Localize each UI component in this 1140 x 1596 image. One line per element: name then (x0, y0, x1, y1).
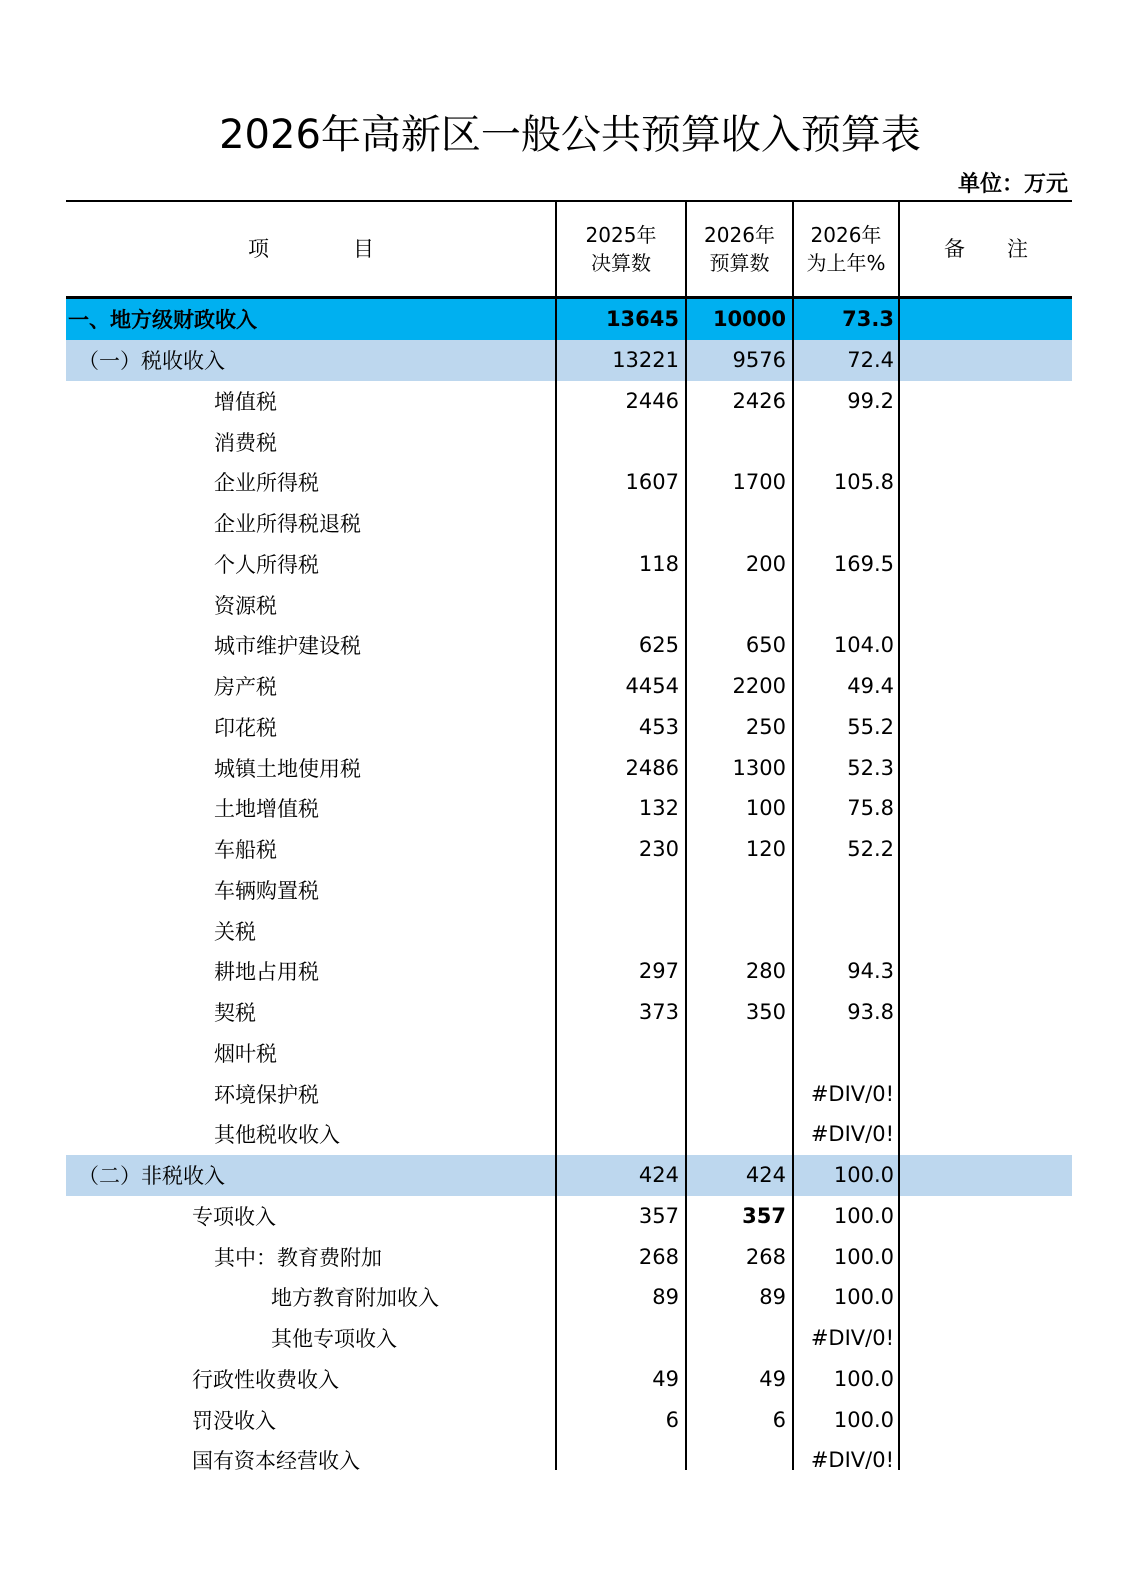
cell-2026-budget: 89 (759, 1285, 786, 1310)
row-label: （二）非税收入 (78, 1164, 225, 1189)
row-label: 国有资本经营收入 (192, 1449, 360, 1474)
cell-2026-budget (687, 1440, 786, 1481)
cell-2025-final (557, 1033, 679, 1074)
table-row (66, 707, 1072, 748)
header-item (66, 202, 556, 296)
cell-pct (794, 1033, 894, 1074)
cell-note (900, 1359, 1072, 1400)
cell-pct (794, 584, 894, 625)
cell-2026-budget (687, 1114, 786, 1155)
table-row (66, 992, 1072, 1033)
cell-2026-budget: 350 (745, 1000, 786, 1025)
cell-2025-final (557, 910, 679, 951)
cell-2026-budget (687, 870, 786, 911)
cell-2026-budget: 9576 (732, 348, 786, 373)
col-divider-4 (898, 202, 900, 1470)
table-row (66, 1318, 1072, 1359)
cell-note (900, 829, 1072, 870)
header-col1-line2: 决算数 (591, 251, 651, 275)
cell-pct: 52.2 (847, 837, 894, 862)
cell-2026-budget: 10000 (712, 307, 786, 332)
col-divider-2 (685, 202, 687, 1470)
cell-pct: 49.4 (847, 674, 894, 699)
cell-2025-final: 132 (638, 796, 679, 821)
table-row (66, 340, 1072, 381)
row-label: 耕地占用税 (214, 960, 319, 985)
row-label: 资源税 (214, 593, 277, 618)
cell-pct (794, 503, 894, 544)
cell-pct: 100.0 (833, 1366, 894, 1391)
row-label: 企业所得税退税 (214, 512, 361, 537)
cell-note (900, 707, 1072, 748)
cell-note (900, 503, 1072, 544)
cell-pct: #DIV/0! (810, 1448, 894, 1473)
cell-note (900, 1236, 1072, 1277)
cell-2026-budget: 280 (745, 959, 786, 984)
header-col-2025-final (557, 202, 685, 296)
row-label: 城市维护建设税 (214, 634, 361, 659)
row-label: 行政性收费收入 (192, 1367, 339, 1392)
row-label: 土地增值税 (214, 797, 319, 822)
cell-2025-final (557, 1114, 679, 1155)
cell-pct: 100.0 (833, 1163, 894, 1188)
cell-2025-final (557, 421, 679, 462)
row-label: 烟叶税 (214, 1041, 277, 1066)
cell-2025-final: 357 (638, 1203, 679, 1228)
table-row (66, 1114, 1072, 1155)
cell-2026-budget (687, 421, 786, 462)
cell-2025-final (557, 1440, 679, 1481)
cell-2025-final: 13221 (612, 348, 679, 373)
table-row (66, 1155, 1072, 1196)
cell-2026-budget: 120 (745, 837, 786, 862)
table-row (66, 503, 1072, 544)
cell-2026-budget: 357 (742, 1203, 786, 1228)
row-label: 契税 (214, 1001, 256, 1026)
row-label: 个人所得税 (214, 552, 319, 577)
row-label: 企业所得税 (214, 471, 319, 496)
cell-note (900, 1277, 1072, 1318)
cell-note (900, 1033, 1072, 1074)
cell-2026-budget: 650 (745, 633, 786, 658)
header-col-2026-budget (687, 202, 792, 296)
header-col3-line1: 2026年 (810, 223, 882, 247)
cell-2025-final: 2486 (625, 755, 679, 780)
cell-pct: 100.0 (833, 1203, 894, 1228)
cell-2025-final: 268 (638, 1244, 679, 1269)
header-note (900, 202, 1072, 296)
cell-2026-budget (687, 1073, 786, 1114)
table-row (66, 747, 1072, 788)
cell-note (900, 951, 1072, 992)
cell-pct (794, 870, 894, 911)
cell-note (900, 1073, 1072, 1114)
cell-note (900, 1196, 1072, 1237)
table-row (66, 1277, 1072, 1318)
row-label: 增值税 (214, 389, 277, 414)
cell-2026-budget (687, 1033, 786, 1074)
cell-2025-final (557, 1318, 679, 1359)
row-label: （一）税收收入 (78, 349, 225, 374)
cell-pct: 52.3 (847, 755, 894, 780)
cell-2026-budget: 250 (745, 714, 786, 739)
table-row (66, 1196, 1072, 1237)
cell-note (900, 1399, 1072, 1440)
row-label: 印花税 (214, 715, 277, 740)
cell-note (900, 340, 1072, 381)
cell-note (900, 381, 1072, 422)
cell-pct: 73.3 (842, 307, 894, 332)
row-label: 一、地方级财政收入 (68, 307, 257, 333)
table-row (66, 951, 1072, 992)
col-divider-3 (792, 202, 794, 1470)
row-label: 其他专项收入 (271, 1327, 397, 1352)
cell-2025-final: 118 (638, 551, 679, 576)
cell-2026-budget: 2200 (732, 674, 786, 699)
cell-note (900, 625, 1072, 666)
cell-pct: 75.8 (847, 796, 894, 821)
row-label: 罚没收入 (192, 1408, 276, 1433)
cell-note (900, 788, 1072, 829)
cell-note (900, 666, 1072, 707)
table-row (66, 625, 1072, 666)
cell-2026-budget (687, 584, 786, 625)
cell-pct (794, 910, 894, 951)
table-row (66, 1073, 1072, 1114)
table-row (66, 381, 1072, 422)
cell-2026-budget: 1300 (732, 755, 786, 780)
table-row (66, 421, 1072, 462)
cell-2026-budget: 2426 (732, 388, 786, 413)
cell-note (900, 584, 1072, 625)
cell-2025-final: 453 (638, 714, 679, 739)
col-divider-1 (555, 202, 557, 1470)
row-label: 地方教育附加收入 (271, 1286, 439, 1311)
cell-2025-final (557, 1073, 679, 1114)
cell-pct: 100.0 (833, 1407, 894, 1432)
cell-2025-final: 89 (652, 1285, 679, 1310)
cell-2026-budget (687, 910, 786, 951)
cell-pct: 55.2 (847, 714, 894, 739)
cell-pct: 104.0 (833, 633, 894, 658)
header-col1-line1: 2025年 (585, 223, 657, 247)
cell-2025-final (557, 503, 679, 544)
row-label: 房产税 (214, 675, 277, 700)
table-row (66, 1440, 1072, 1481)
cell-pct: 72.4 (847, 348, 894, 373)
row-label: 城镇土地使用税 (214, 756, 361, 781)
header-col2-line1: 2026年 (704, 223, 775, 247)
cell-2025-final: 13645 (605, 307, 679, 332)
cell-2026-budget: 268 (745, 1244, 786, 1269)
cell-pct: #DIV/0! (810, 1326, 894, 1351)
table-row (66, 1359, 1072, 1400)
table-row (66, 544, 1072, 585)
cell-note (900, 1155, 1072, 1196)
table-row (66, 666, 1072, 707)
cell-2026-budget: 49 (759, 1366, 786, 1391)
cell-note (900, 1114, 1072, 1155)
table-row (66, 1236, 1072, 1277)
cell-2025-final (557, 870, 679, 911)
cell-note (900, 992, 1072, 1033)
cell-note (900, 544, 1072, 585)
cell-2025-final: 1607 (625, 470, 679, 495)
cell-note (900, 747, 1072, 788)
row-label: 其他税收收入 (214, 1123, 340, 1148)
row-label: 车辆购置税 (214, 878, 319, 903)
table-row (66, 462, 1072, 503)
cell-2025-final: 424 (638, 1163, 679, 1188)
cell-2025-final: 297 (638, 959, 679, 984)
cell-2025-final: 6 (665, 1407, 679, 1432)
cell-2025-final: 49 (652, 1366, 679, 1391)
table-row (66, 1399, 1072, 1440)
header-note-label: 备 注 (944, 237, 1028, 261)
cell-2026-budget: 1700 (732, 470, 786, 495)
cell-2026-budget: 424 (745, 1163, 786, 1188)
row-label: 关税 (214, 919, 256, 944)
cell-pct: 169.5 (833, 551, 894, 576)
cell-2025-final: 2446 (625, 388, 679, 413)
row-label: 其中：教育费附加 (214, 1245, 382, 1270)
row-label: 消费税 (214, 430, 277, 455)
cell-2026-budget: 200 (745, 551, 786, 576)
table-row (66, 788, 1072, 829)
table-header (66, 202, 1072, 296)
cell-note (900, 421, 1072, 462)
header-col-pct (794, 202, 898, 296)
cell-2025-final: 230 (638, 837, 679, 862)
cell-pct: 100.0 (833, 1285, 894, 1310)
cell-2025-final: 4454 (625, 674, 679, 699)
cell-note (900, 299, 1072, 340)
cell-2025-final (557, 584, 679, 625)
cell-pct: 93.8 (847, 1000, 894, 1025)
cell-2026-budget (687, 503, 786, 544)
cell-2025-final: 625 (638, 633, 679, 658)
cell-note (900, 870, 1072, 911)
cell-pct: 99.2 (847, 388, 894, 413)
unit-label: 单位：万元 (957, 171, 1068, 197)
cell-pct: #DIV/0! (810, 1081, 894, 1106)
row-label: 车船税 (214, 838, 277, 863)
page-title: 2026年高新区一般公共预算收入预算表 (219, 112, 921, 158)
table-row (66, 1033, 1072, 1074)
table-row (66, 584, 1072, 625)
header-item-label: 项 目 (248, 237, 374, 261)
cell-pct: 105.8 (833, 470, 894, 495)
table-row (66, 870, 1072, 911)
table-row (66, 299, 1072, 340)
header-col3-line2: 为上年% (806, 251, 886, 275)
cell-2026-budget (687, 1318, 786, 1359)
cell-note (900, 1440, 1072, 1481)
cell-note (900, 1318, 1072, 1359)
cell-2026-budget: 6 (772, 1407, 786, 1432)
cell-2025-final: 373 (638, 1000, 679, 1025)
cell-pct: 94.3 (847, 959, 894, 984)
table-row (66, 829, 1072, 870)
cell-2026-budget: 100 (745, 796, 786, 821)
row-label: 专项收入 (192, 1204, 276, 1229)
cell-note (900, 910, 1072, 951)
table-row (66, 910, 1072, 951)
cell-pct: 100.0 (833, 1244, 894, 1269)
row-label: 环境保护税 (214, 1082, 319, 1107)
cell-note (900, 462, 1072, 503)
cell-pct (794, 421, 894, 462)
cell-pct: #DIV/0! (810, 1122, 894, 1147)
header-col2-line2: 预算数 (709, 251, 770, 275)
